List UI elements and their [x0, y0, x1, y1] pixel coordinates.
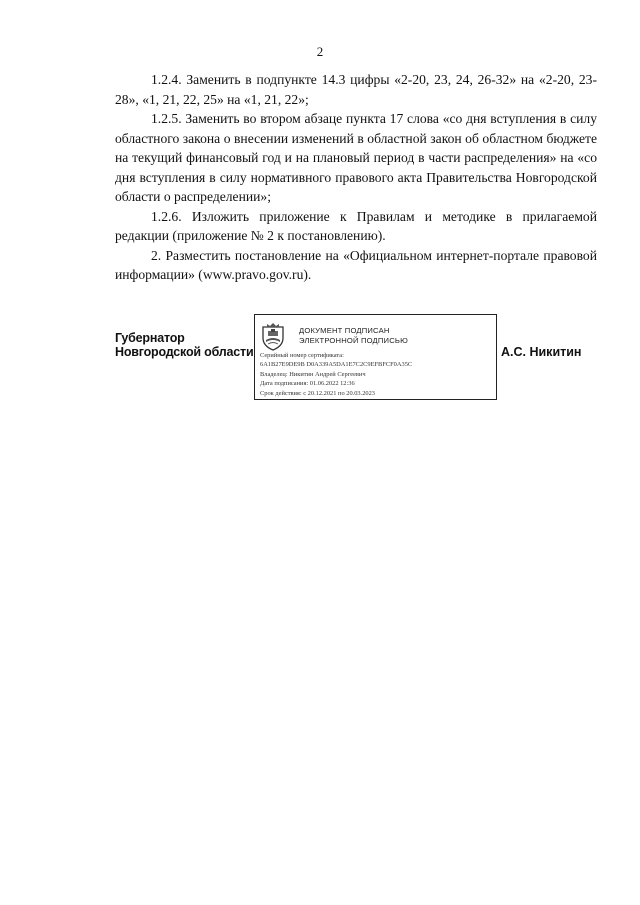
signer-title-line2: Новгородской области	[115, 345, 254, 359]
signer-name: А.С. Никитин	[501, 345, 582, 359]
serial-label: Серийный номер сертификата:	[260, 352, 344, 359]
paragraph-1-2-6: 1.2.6. Изложить приложение к Правилам и методике в прилагаемой редакции (приложение № 2 к постановлению).	[115, 208, 597, 243]
paragraph-2: 2. Разместить постановление на «Официальном интернет-портале правовой информации» (www.pravo.gov.ru).	[115, 247, 597, 282]
page-number: 2	[316, 44, 324, 59]
document-body	[115, 70, 597, 285]
signing-date: Дата подписания: 01.06.2022 12:36	[260, 380, 355, 388]
paragraph-1-2-4: 1.2.4. Заменить в подпункте 14.3 цифры «2-20, 23, 24, 26-32» на «2-20, 23-28», «1, 21, 22, 25» на «1, 21, 22»;	[115, 72, 597, 107]
paragraph-1-2-5: 1.2.5. Заменить во втором абзаце пункта 17 слова «со дня вступления в силу областного закона о внесении изменений в областной закон об областном бюджете на текущий финансовый год и на плановый период в части распределения» на «со дня вступления в силу нормативного правового акта Правительства Новгородской области о распределении»;	[115, 111, 597, 204]
serial-number: 6A1B27E9DE9B D0A339A5DA1E7C2C9EFBFCF0A35C	[260, 361, 413, 369]
certificate-validity: Срок действия: с 20.12.2021 по 20.03.2023	[260, 389, 376, 397]
certificate-owner: Владелец: Никитин Андрей Сергеевич	[260, 370, 366, 378]
stamp-title-line1: ДОКУМЕНТ ПОДПИСАН	[299, 326, 390, 335]
electronic-signature-stamp	[254, 314, 497, 400]
stamp-details	[260, 351, 494, 398]
signer-title	[115, 331, 253, 359]
stamp-title	[299, 326, 408, 346]
coat-of-arms-icon	[260, 321, 286, 351]
signer-title-line1: Губернатор	[115, 331, 185, 345]
stamp-title-line2: ЭЛЕКТРОННОЙ ПОДПИСЬЮ	[299, 336, 408, 345]
